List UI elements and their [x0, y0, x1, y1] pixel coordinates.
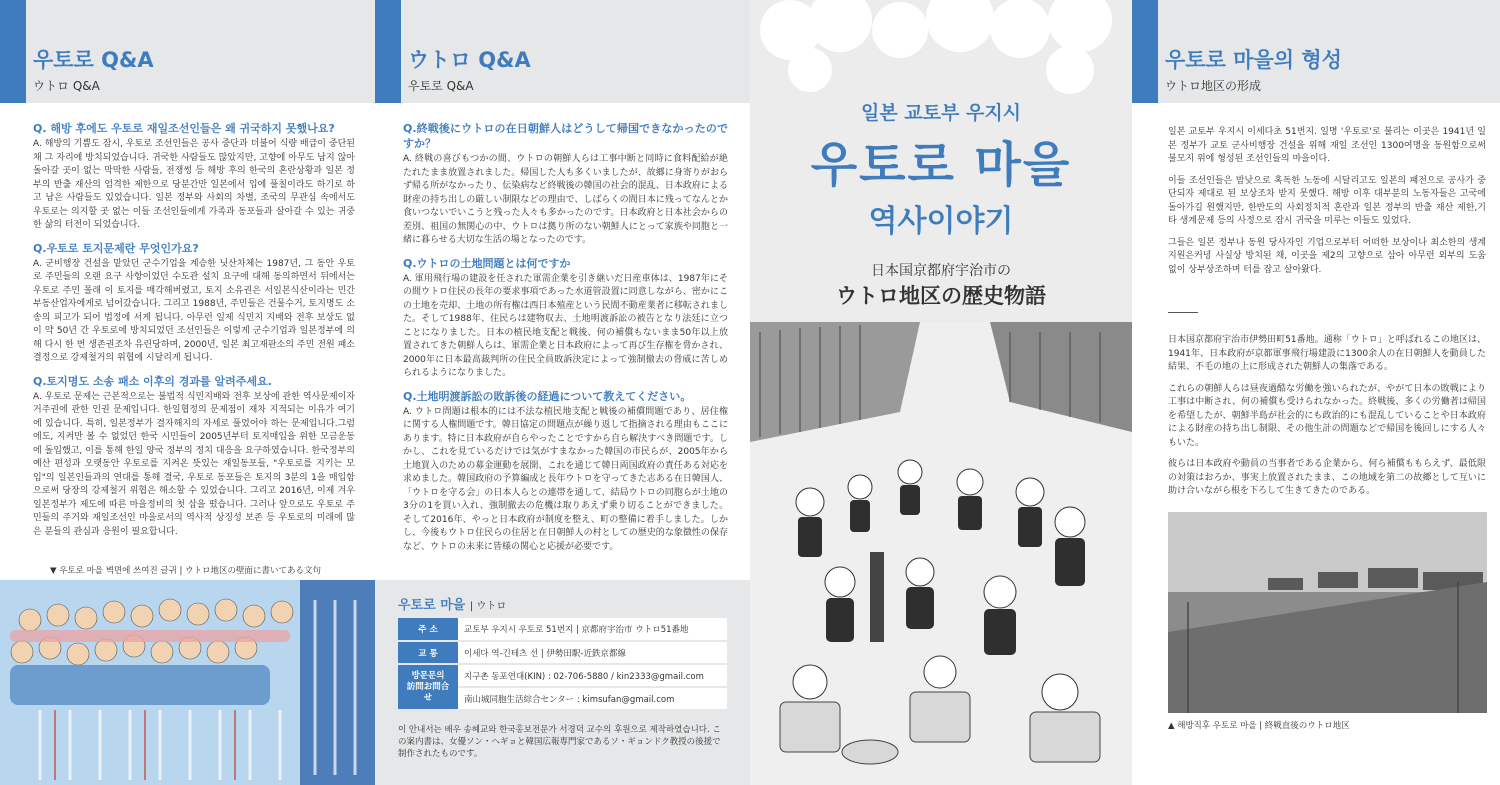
info-label: 방문문의 訪問お問合せ [398, 664, 458, 710]
info-value: 지구촌 동포연대(KIN) : 02-706-5880 / kin2333@gmail.com [458, 664, 727, 687]
info-value: 교토부 우지시 우토로 51번지 | 京都府宇治市 ウトロ51番地 [458, 618, 727, 641]
info-title: 우토로 마을 | ウトロ [398, 598, 507, 613]
paragraph: 일본 교토부 우지시 이세다초 51번지. 일명 '우토로'로 불리는 이곳은 1941년 일본 정부가 교토 군사비행장 건설을 위해 재일 조선인 1300여명을 동원함으로써 불모지 위에 형성된 조선인들의 마을이다. [1168, 127, 1486, 164]
panel-korean-qa [0, 0, 375, 785]
panel-subtitle: ウトロ Q&A [33, 79, 100, 93]
info-table [398, 618, 727, 711]
panel-subtitle: ウトロ地区の形成 [1165, 79, 1262, 93]
question: Q.土地明渡訴訟の敗訴後の経過について教えてください。 [403, 389, 692, 403]
answer: A. 軍用飛行場の建設を任された軍需企業を引き継いだ日産車体は、1987年にその間ウトロ住民の長年の要求事項であった水道管設置に同意しながら、密かにこの土地を売却、土地の所有権は西日本殖産という民間不動産業者に移転されました。そして1988年、住民らは建物収去、土地明渡訴訟の被告となり法廷に立つことになりました。日本の植民地支配と戦後、何の補償もないまま50年以上放置されてきた朝鮮人らは、軍需企業と日本政府によって再び生存権を脅かされ、2000年に日本最高裁判所の住民全員敗訴決定によって強制撤去の脅威に苦しめられるようになりました。 [403, 273, 728, 378]
answer: A. 군비행장 건설을 맡았던 군수기업을 계승한 닛산차체는 1987년, 그 동안 우토로 주민들의 오랜 요구 사항이었던 수도관 설치 요구에 대해 동의하면서 뒤에서는 우토로 주민 몰래 이 토지를 매각해버렸고, 토지 소유권은 서일본식산이라는 민간 부동산업자에게로 넘어갔습니다. 그리고 1988년, 주민들은 건물수거, 토지명도 소송의 피고가 되어 법정에 서게 됩니다. 아무런 일제 식민지 지배와 전후 보상도 없이 약 50년 간 우토로에 방치되었던 조선인들은 이렇게 군수기업과 일본정부에 의해 다시 한 번 생존권조차 유린당하며, 2000년, 일본 최고재판소의 주민 전원 패소 결정으로 강제철거의 위협에 시달리게 됩니다. [33, 258, 355, 363]
answer: A. ウトロ問題は根本的には不法な植民地支配と戦後の補償問題であり、居住権に関する人権問題です。韓日協定の問題点が繰り返して指摘される理由もここにあります。特に日本政府が自らやったことですから自ら解決すべき問題です。しかし、これを見ているだけでは気がすまなかった韓国の市民らが、2005年から土地買入のための募金運動を展開、これを通じて韓日両国政府の責任ある対応を求めました。韓国政府の予算編成と長年ウトロを守ってきた志ある在日韓国人、「ウトロを守る会」の日本人らとの連帯を通して、結局ウトロの同胞らが土地の3分の1を買い入れ、強制撤去の危機は取りあえず乗り切ることができました。そして2016年、やっと日本政府が制度を整え、町の整備に着手しました。しかし、今後もウトロ住民らの住居と在日朝鮮人の村としての歴史的な象徴性の保存など、ウトロの未来に皆様の関心と応援が必要です。 [403, 406, 728, 552]
answer: A. 終戦の喜びもつかの間、ウトロの朝鮮人らは工事中断と同時に食料配給が絶たれたまま放置されました。帰国した人も多くいましたが、故郷に身寄りがおらず帰る所がなかったり、伝染病など終戦後の韓国の社会的混乱、日本政府による財産の持ち出しの厳しい制限などの理由で、しばらくの間日本に残ってなんとか食いつないでいこうと残った人々も多かったのです。日本政府と日本社会からの差別、祖国の無関心の中、ウトロは拠り所のない朝鮮人にとって家族や同胞と一緒に暮らせる大切な生活の場となったのです。 [403, 154, 728, 245]
panel-title: ウトロ Q&A [408, 48, 531, 72]
qa-list [403, 121, 728, 554]
korean-body [1168, 126, 1486, 277]
question: Q.終戦後にウトロの在日朝鮮人はどうして帰国できなかったのですか？ [403, 122, 728, 150]
village-drawing [750, 322, 1132, 785]
question: Q. 해방 후에도 우토로 재일조선인들은 왜 귀국하지 못했나요? [33, 122, 335, 135]
village-photo [1168, 512, 1487, 713]
mural-illustration [0, 580, 375, 785]
table-row [398, 664, 727, 687]
mural-caption: ▼ 우토로 마을 벽면에 쓰여진 글귀 | ウトロ地区の壁面に書いてある文句 [50, 566, 322, 576]
panel-subtitle: 우토로 Q&A [408, 79, 474, 93]
question: Q.ウトロの土地問題とは何ですか [403, 256, 571, 270]
section-divider [1168, 312, 1198, 313]
accent-bar [375, 0, 401, 103]
panel-cover [750, 0, 1132, 785]
panel-header [1132, 0, 1500, 103]
accent-bar [0, 0, 26, 103]
paragraph: 그들은 일본 정부나 동원 당사자인 기업으로부터 어떠한 보상이나 최소한의 생계 지원은커녕 사실상 방치된 채, 이곳을 제2의 고향으로 삼아 아무런 외부의 도움 없이 상부상조하며 터를 잡고 살아왔다. [1168, 237, 1486, 275]
cover-title: 우토로 마을 [810, 137, 1072, 193]
table-row [398, 641, 727, 664]
sponsor-note: 이 안내서는 배우 송혜교와 한국홍보전문가 서경덕 교수의 후원으로 제작하였습니다. この案内書は、女優ソン・ヘギョと韓国広報専門家であるソ・ギョンドク教授の後援で制作されたものです。 [398, 725, 721, 759]
panel-title: 우토로 Q&A [33, 48, 154, 72]
panel-header [0, 0, 375, 103]
paragraph: 日本国京都府宇治市伊勢田町51番地。通称「ウトロ」と呼ばれるこの地区は、1941年、日本政府が京都軍事飛行場建設に1300余人の在日朝鮮人を動員した結果、不毛の地の上に形成された朝鮮人の集落である。 [1168, 335, 1486, 372]
answer: A. 해방의 기쁨도 잠시, 우토로 조선인들은 공사 중단과 더불어 식량 배급이 중단된 채 그 자리에 방치되었습니다. 귀국한 사람들도 많았지만, 고향에 아무도 남지 않아 돌아갈 곳이 없는 막막한 사람들, 전쟁썽 등 해방 후의 한국의 혼란상황과 일본 정부의 반출 재산의 엄격한 제한으로 당분간만 일본에서 입에 풀칠이라도 하기로 하고 남은 사람들도 있었습니다. 일본 정부와 사회의 차별, 조국의 무관심 속에서도 우토로는 의지할 곳 없는 이들 조선인들에게 가족과 동포들과 살아갈 수 있는 귀중한 삶의 터전이 되었습니다. [33, 139, 355, 230]
village-info-box [375, 580, 750, 785]
info-value: 南山城同胞生活綜合センター : kimsufan@gmail.com [458, 687, 727, 710]
paragraph: 彼らは日本政府や動員の当事者である企業から、何ら補償ももらえず、最低限の対策はおろか、事実上放置されたまま、この地域を第二の故郷として互いに助け合いながら根を下ろして生きてきたのである。 [1168, 459, 1486, 496]
japanese-body [1168, 334, 1486, 499]
question: Q.우토로 토지문제란 무엇인가요? [33, 241, 199, 255]
panel-header [375, 0, 750, 103]
cover-subtitle: 역사이야기 [868, 204, 1014, 239]
village-photo-image [1168, 512, 1487, 713]
village-illustration [750, 322, 1132, 785]
cover-location: 일본 교토부 우지시 [860, 102, 1022, 124]
info-value: 이세다 역-긴테츠 선 | 伊勢田駅-近鉄京都線 [458, 641, 727, 664]
mural-image [0, 580, 375, 785]
panel-title: 우토로 마을의 형성 [1165, 48, 1342, 72]
table-row [398, 618, 727, 641]
panel-japanese-qa [375, 0, 750, 785]
accent-bar [1132, 0, 1158, 103]
photo-caption: ▲ 해방직후 우토로 마을 | 終戦直後のウトロ地区 [1168, 721, 1350, 731]
cover-jp-title: ウトロ地区の歴史物語 [836, 284, 1046, 308]
question: Q.토지명도 소송 패소 이후의 경과를 알려주세요. [33, 374, 272, 388]
qa-list [33, 121, 355, 539]
cover-jp-location: 日本国京都府宇治市の [871, 263, 1011, 279]
paragraph: これらの朝鮮人らは昼夜過酷な労働を強いられたが、やがて日本の敗戦により工事は中断され、何の補償も受けられなかった。終戦後、多くの労働者は帰国を希望したが、朝鮮半島が社会的にも政治的にも混乱していることや日本政府による財産の持ち出し制限、その他生計の問題などで帰国を後回しにする人々もいた。 [1168, 383, 1486, 448]
paragraph: 이들 조선인들은 밤낮으로 혹독한 노동에 시달리고도 일본의 패전으로 공사가 중단되자 제대로 된 보상조차 받지 못했다. 해방 이후 대부분의 노동자들은 고국에 돌아가길 원했지만, 한반도의 사회정치적 혼란과 일본 정부의 반출 재산 제한,기타 생계문제 등의 사정으로 잠시 귀국을 미루는 이들도 있었다. [1168, 175, 1486, 226]
info-label: 교 통 [398, 641, 458, 664]
answer: A. 우토로 문제는 근본적으로는 불법적 식민지배와 전후 보상에 관한 역사문제이자 거주권에 관한 인권 문제입니다. 한일협정의 문제점이 재차 지적되는 이유가 여기에 있습니다. 특히, 일본정부가 결자해지의 자세로 풀었어야 하는 문제입니다.그럼에도, 지켜만 볼 수 없었던 한국 시민들이 2005년부터 토지매입을 위한 모금운동에 돌입했고, 이를 통해 한일 양국 정부의 정치 대응을 요구하였습니다. 한국정부의 예산 편성과 오랫동안 우토로를 지켜온 뜻있는 재일동포들, "우토로를 지키는 모임"의 일본인들과의 연대를 통해 결국, 우토로 동포들은 토지의 3분의 1을 매입함으로써 당장의 강제철거 위협은 해소할 수 있었습니다. 그리고 2016년, 이제 겨우 일본정부가 제도에 따른 마을정비의 첫 삽을 떴습니다. 그러나 앞으로도 우토로 주민들의 주거와 재일조선인 마을로서의 역사적 상징성 보존 등 우토로의 미래에 많은 분들의 관심과 응원이 필요합니다. [33, 391, 355, 537]
panel-village-formation [1132, 0, 1500, 785]
info-label: 주 소 [398, 618, 458, 641]
